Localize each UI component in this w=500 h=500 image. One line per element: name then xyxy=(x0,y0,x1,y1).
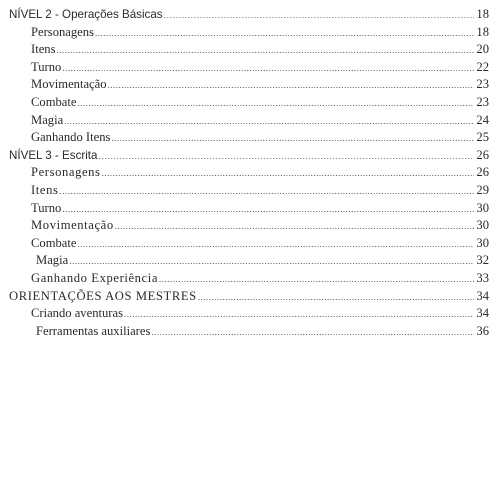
toc-entry-page: 33 xyxy=(476,270,489,285)
toc-entry-turno[interactable] xyxy=(9,200,489,218)
toc-leader-dots xyxy=(69,252,474,271)
toc-entry-label: Movimentação xyxy=(31,77,107,92)
toc-entry-itens[interactable] xyxy=(9,182,489,200)
toc-entry-page: 18 xyxy=(476,24,489,39)
toc-leader-dots xyxy=(102,164,474,183)
toc-entry-page: 25 xyxy=(476,130,489,145)
toc-entry-page: 26 xyxy=(476,147,489,162)
toc-leader-dots xyxy=(198,288,474,307)
toc-entry-movimentacao[interactable] xyxy=(9,217,489,235)
toc-entry-page: 29 xyxy=(476,182,489,197)
toc-leader-dots xyxy=(124,305,474,324)
toc-entry-criando-aventuras[interactable] xyxy=(9,305,489,323)
toc-entry-nivel-3[interactable] xyxy=(9,147,489,165)
toc-leader-dots xyxy=(62,200,474,219)
toc-entry-label: Itens xyxy=(31,182,59,197)
toc-entry-label: Ferramentas auxiliares xyxy=(36,323,151,338)
toc-entry-label: Magia xyxy=(31,112,64,127)
toc-entry-label: Personagens xyxy=(31,24,94,39)
toc-entry-label: Movimentação xyxy=(31,218,114,233)
toc-entry-nivel-2[interactable] xyxy=(9,6,489,24)
toc-entry-label: Turno xyxy=(31,200,62,215)
toc-leader-dots xyxy=(111,129,474,148)
toc-leader-dots xyxy=(56,41,474,60)
toc-entry-magia[interactable] xyxy=(9,252,489,270)
toc-entry-magia[interactable] xyxy=(9,112,489,130)
toc-entry-page: 32 xyxy=(476,253,489,268)
toc-entry-label: Combate xyxy=(31,235,77,250)
toc-leader-dots xyxy=(164,6,474,25)
toc-entry-page: 36 xyxy=(476,323,489,338)
toc-entry-ferramentas-auxiliares[interactable] xyxy=(9,323,489,341)
toc-entry-label: Criando aventuras xyxy=(31,306,123,321)
toc-entry-page: 22 xyxy=(476,59,489,74)
toc-leader-dots xyxy=(108,76,474,95)
toc-entry-label: Personagens xyxy=(31,165,101,180)
toc-entry-page: 34 xyxy=(476,288,489,303)
toc-leader-dots xyxy=(59,182,474,201)
toc-entry-label: Ganhando Experiência xyxy=(31,270,159,285)
toc-entry-page: 23 xyxy=(476,94,489,109)
toc-leader-dots xyxy=(95,24,474,43)
toc-entry-label: NÍVEL 2 - Operações Básicas xyxy=(9,8,163,21)
toc-entry-page: 34 xyxy=(476,306,489,321)
toc-entry-orientacoes-aos-mestres[interactable] xyxy=(9,288,489,306)
toc-entry-label: NÍVEL 3 - Escrita xyxy=(9,148,98,162)
table-of-contents xyxy=(9,6,489,340)
toc-entry-itens[interactable] xyxy=(9,41,489,59)
toc-entry-personagens[interactable] xyxy=(9,164,489,182)
toc-leader-dots xyxy=(77,94,474,113)
toc-entry-label: Ganhando Itens xyxy=(31,130,111,145)
toc-leader-dots xyxy=(77,235,474,254)
toc-entry-page: 18 xyxy=(476,7,489,21)
toc-entry-label: Turno xyxy=(31,59,62,74)
toc-leader-dots xyxy=(115,217,474,236)
toc-entry-page: 30 xyxy=(476,218,489,233)
toc-entry-personagens[interactable] xyxy=(9,24,489,42)
toc-entry-label: Itens xyxy=(31,42,56,57)
toc-leader-dots xyxy=(159,270,474,289)
toc-entry-label: ORIENTAÇÕES AOS MESTRES xyxy=(9,288,197,303)
toc-entry-ganhando-experiencia[interactable] xyxy=(9,270,489,288)
toc-entry-page: 26 xyxy=(476,165,489,180)
toc-entry-combate[interactable] xyxy=(9,235,489,253)
toc-leader-dots xyxy=(151,323,474,342)
toc-entry-label: Magia xyxy=(36,253,69,268)
toc-entry-page: 30 xyxy=(476,200,489,215)
toc-entry-movimentacao[interactable] xyxy=(9,76,489,94)
toc-entry-page: 30 xyxy=(476,235,489,250)
toc-entry-label: Combate xyxy=(31,94,77,109)
toc-entry-combate[interactable] xyxy=(9,94,489,112)
toc-leader-dots xyxy=(64,112,474,131)
toc-entry-ganhando-itens[interactable] xyxy=(9,129,489,147)
toc-entry-page: 20 xyxy=(476,42,489,57)
toc-entry-page: 24 xyxy=(476,112,489,127)
toc-entry-turno[interactable] xyxy=(9,59,489,77)
toc-entry-page: 23 xyxy=(476,77,489,92)
toc-leader-dots xyxy=(98,147,474,166)
toc-leader-dots xyxy=(62,59,474,78)
